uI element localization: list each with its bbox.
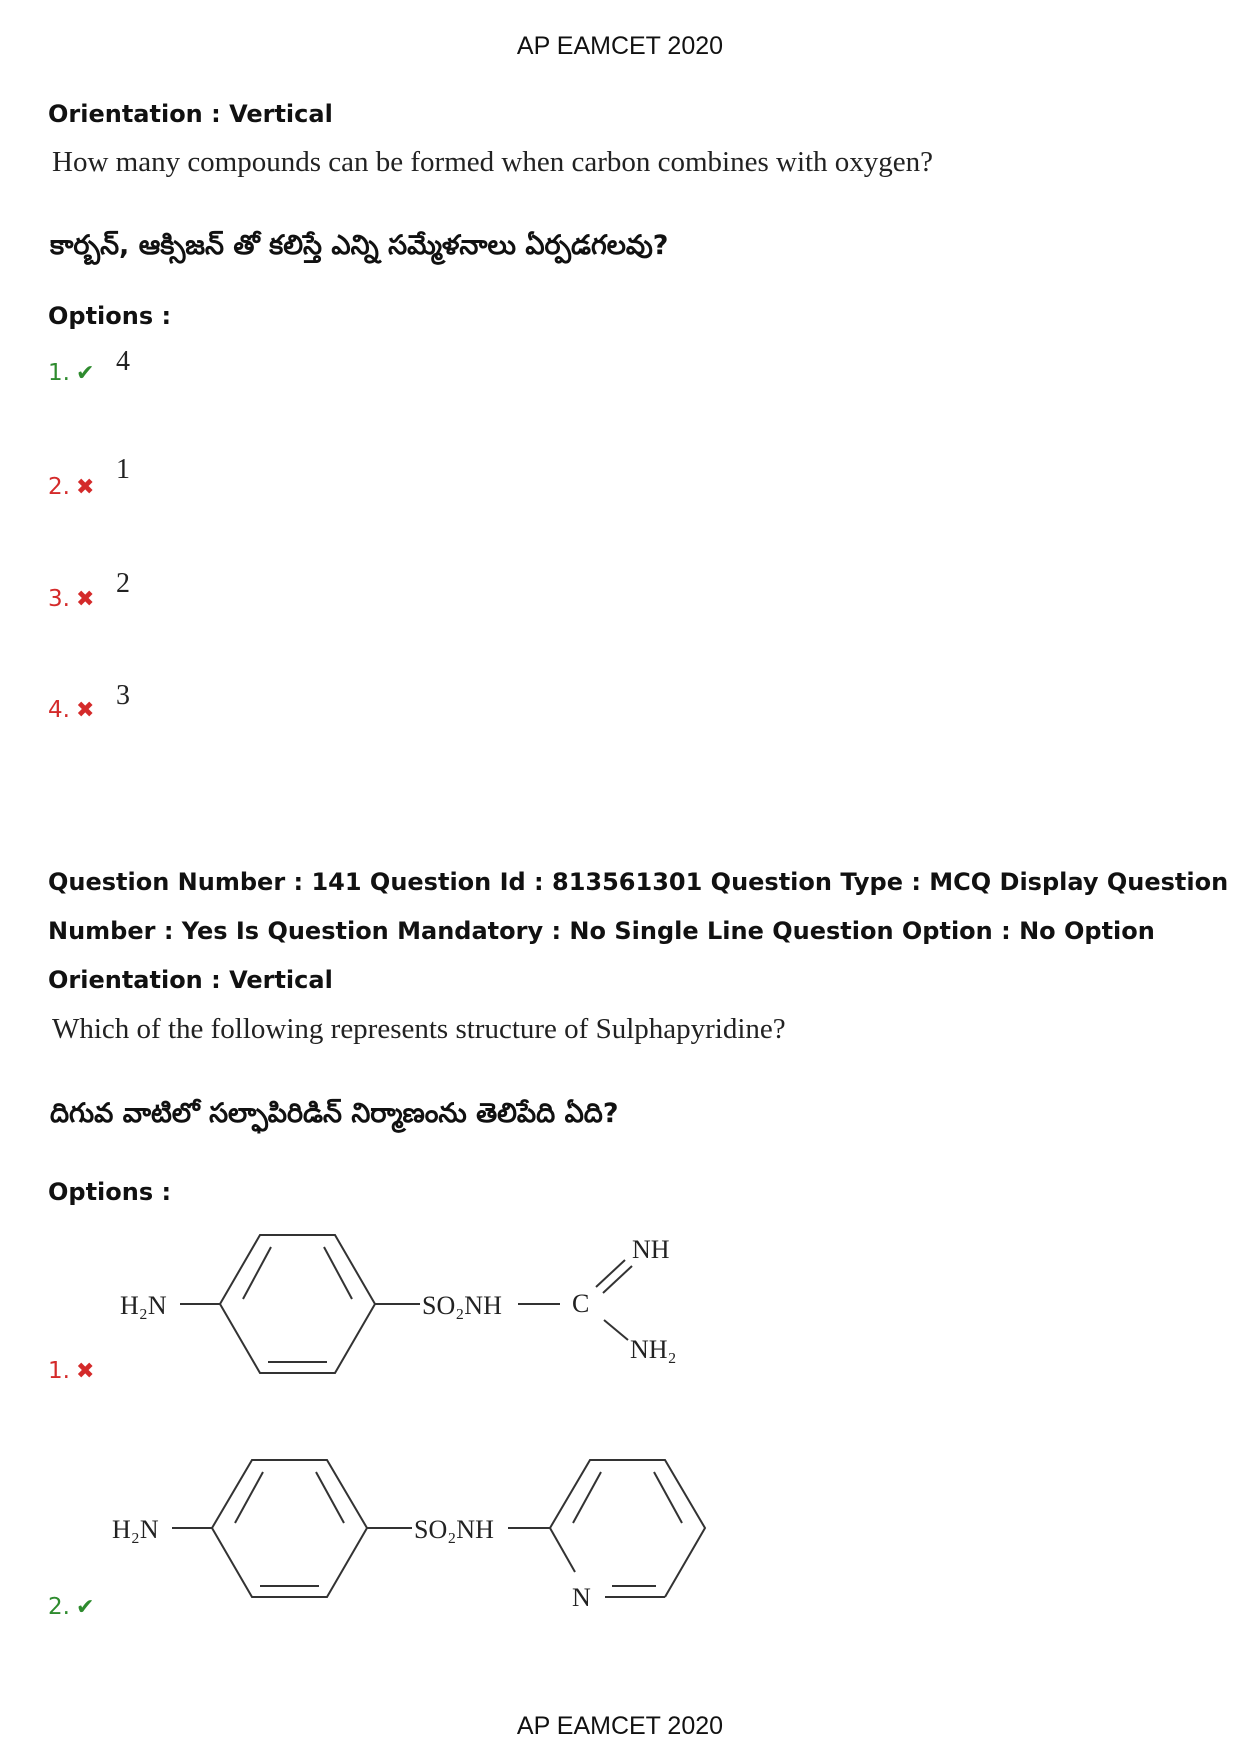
nitrogen-label: N bbox=[572, 1583, 591, 1610]
page-header: AP EAMCET 2020 bbox=[516, 32, 724, 60]
nh-label: NH bbox=[632, 1235, 670, 1264]
page-footer: AP EAMCET 2020 bbox=[516, 1712, 724, 1740]
q140-option-1-value: 4 bbox=[116, 346, 130, 377]
q140-option-4-value: 3 bbox=[116, 680, 130, 711]
nh2-label: NH₂ bbox=[630, 1335, 677, 1364]
benzene-ring bbox=[220, 1235, 375, 1373]
so2nh-label: SO₂NH bbox=[422, 1291, 502, 1320]
benzene-ring bbox=[212, 1460, 367, 1597]
q141-options-label: Options : bbox=[48, 1178, 172, 1206]
q141-meta-line-1: Question Number : 141 Question Id : 813561301 Question Type : MCQ Display Question bbox=[48, 868, 1229, 896]
q141-orientation: Orientation : Vertical bbox=[48, 966, 333, 994]
q140-question-text: How many compounds can be formed when carbon combines with oxygen? bbox=[52, 146, 934, 178]
cross-icon: ✖ bbox=[75, 587, 95, 612]
carbon-label: C bbox=[572, 1289, 590, 1318]
option-number: 4. bbox=[48, 697, 70, 723]
q141-meta-line-2: Number : Yes Is Question Mandatory : No Single Line Question Option : No Option bbox=[48, 917, 1155, 945]
q141-question-text-telugu: దిగువ వాటిలో సల్ఫాపిరిడిన్ నిర్మాణంను తెలిపేది ఏది? bbox=[50, 1098, 619, 1129]
q140-option-1 bbox=[48, 360, 94, 386]
q140-option-2-value: 1 bbox=[116, 454, 130, 485]
q140-options-label: Options : bbox=[48, 302, 172, 330]
h2n-label: H₂N bbox=[112, 1515, 159, 1544]
option-number: 2. bbox=[48, 1594, 70, 1620]
option-number: 1. bbox=[48, 1358, 70, 1384]
check-icon: ✔ bbox=[75, 1595, 95, 1620]
q140-option-2 bbox=[48, 474, 94, 500]
option-number: 2. bbox=[48, 474, 70, 500]
so2nh-label: SO₂NH bbox=[414, 1515, 494, 1544]
q141-option-1-structure bbox=[0, 1220, 760, 1390]
q140-option-3 bbox=[48, 586, 94, 612]
cross-icon: ✖ bbox=[75, 475, 95, 500]
cross-icon: ✖ bbox=[75, 1359, 95, 1384]
q141-option-2-structure bbox=[0, 1450, 760, 1610]
pyridine-ring bbox=[550, 1460, 705, 1597]
q141-option-2 bbox=[48, 1594, 94, 1620]
q141-option-1 bbox=[48, 1358, 94, 1384]
option-number: 1. bbox=[48, 360, 70, 386]
cross-icon: ✖ bbox=[75, 698, 95, 723]
q141-question-text: Which of the following represents structure of Sulphapyridine? bbox=[52, 1013, 786, 1045]
q140-orientation: Orientation : Vertical bbox=[48, 100, 333, 128]
check-icon: ✔ bbox=[75, 361, 95, 386]
q140-option-4 bbox=[48, 697, 94, 723]
q140-question-text-telugu: కార్బన్, ఆక్సిజన్ తో కలిస్తే ఎన్ని సమ్మేళనాలు ఏర్పడగలవు? bbox=[50, 230, 669, 261]
option-number: 3. bbox=[48, 586, 70, 612]
q140-option-3-value: 2 bbox=[116, 568, 130, 599]
h2n-label: H₂N bbox=[120, 1291, 167, 1320]
